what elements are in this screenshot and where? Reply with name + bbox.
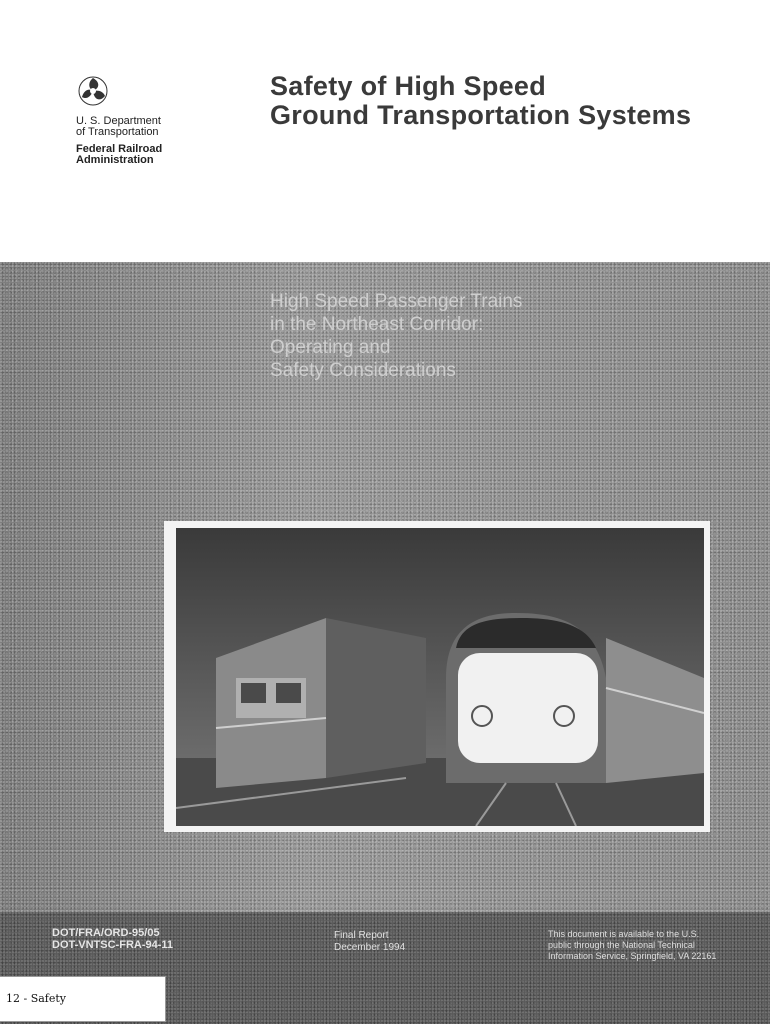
train-photo (176, 528, 704, 826)
library-sticker (0, 976, 166, 1022)
availability-line2: public through the National Technical (548, 940, 695, 950)
report-type (334, 930, 405, 954)
series-title-line2: Ground Transportation Systems (270, 100, 692, 130)
department-line1: U. S. Department (76, 115, 161, 127)
cover-header (0, 0, 770, 262)
report-subtitle (270, 290, 522, 382)
dot-logo-icon (78, 76, 108, 106)
availability-line3: Information Service, Springfield, VA 22161 (548, 951, 717, 961)
series-title-line1: Safety of High Speed (270, 71, 547, 101)
agency-name (76, 116, 162, 166)
subtitle-line1: High Speed Passenger Trains (270, 291, 523, 312)
sticker-label: 12 - Safety (6, 992, 67, 1005)
administration-line1: Federal Railroad (76, 143, 163, 155)
report-numbers (52, 927, 173, 951)
report-number-2: DOT-VNTSC-FRA-94-11 (52, 939, 174, 951)
availability-notice (548, 929, 763, 962)
administration-line2: Administration (76, 154, 154, 166)
series-title (270, 72, 691, 130)
subtitle-line4: Safety Considerations (270, 360, 456, 381)
report-type-label: Final Report (334, 930, 389, 941)
subtitle-line2: in the Northeast Corridor: (270, 314, 484, 335)
availability-line1: This document is available to the U.S. (548, 929, 700, 939)
report-date: December 1994 (334, 942, 406, 953)
report-number-1: DOT/FRA/ORD-95/05 (52, 927, 160, 939)
subtitle-line3: Operating and (270, 337, 391, 358)
department-line2: of Transportation (76, 126, 159, 138)
train-illustration (176, 528, 704, 826)
